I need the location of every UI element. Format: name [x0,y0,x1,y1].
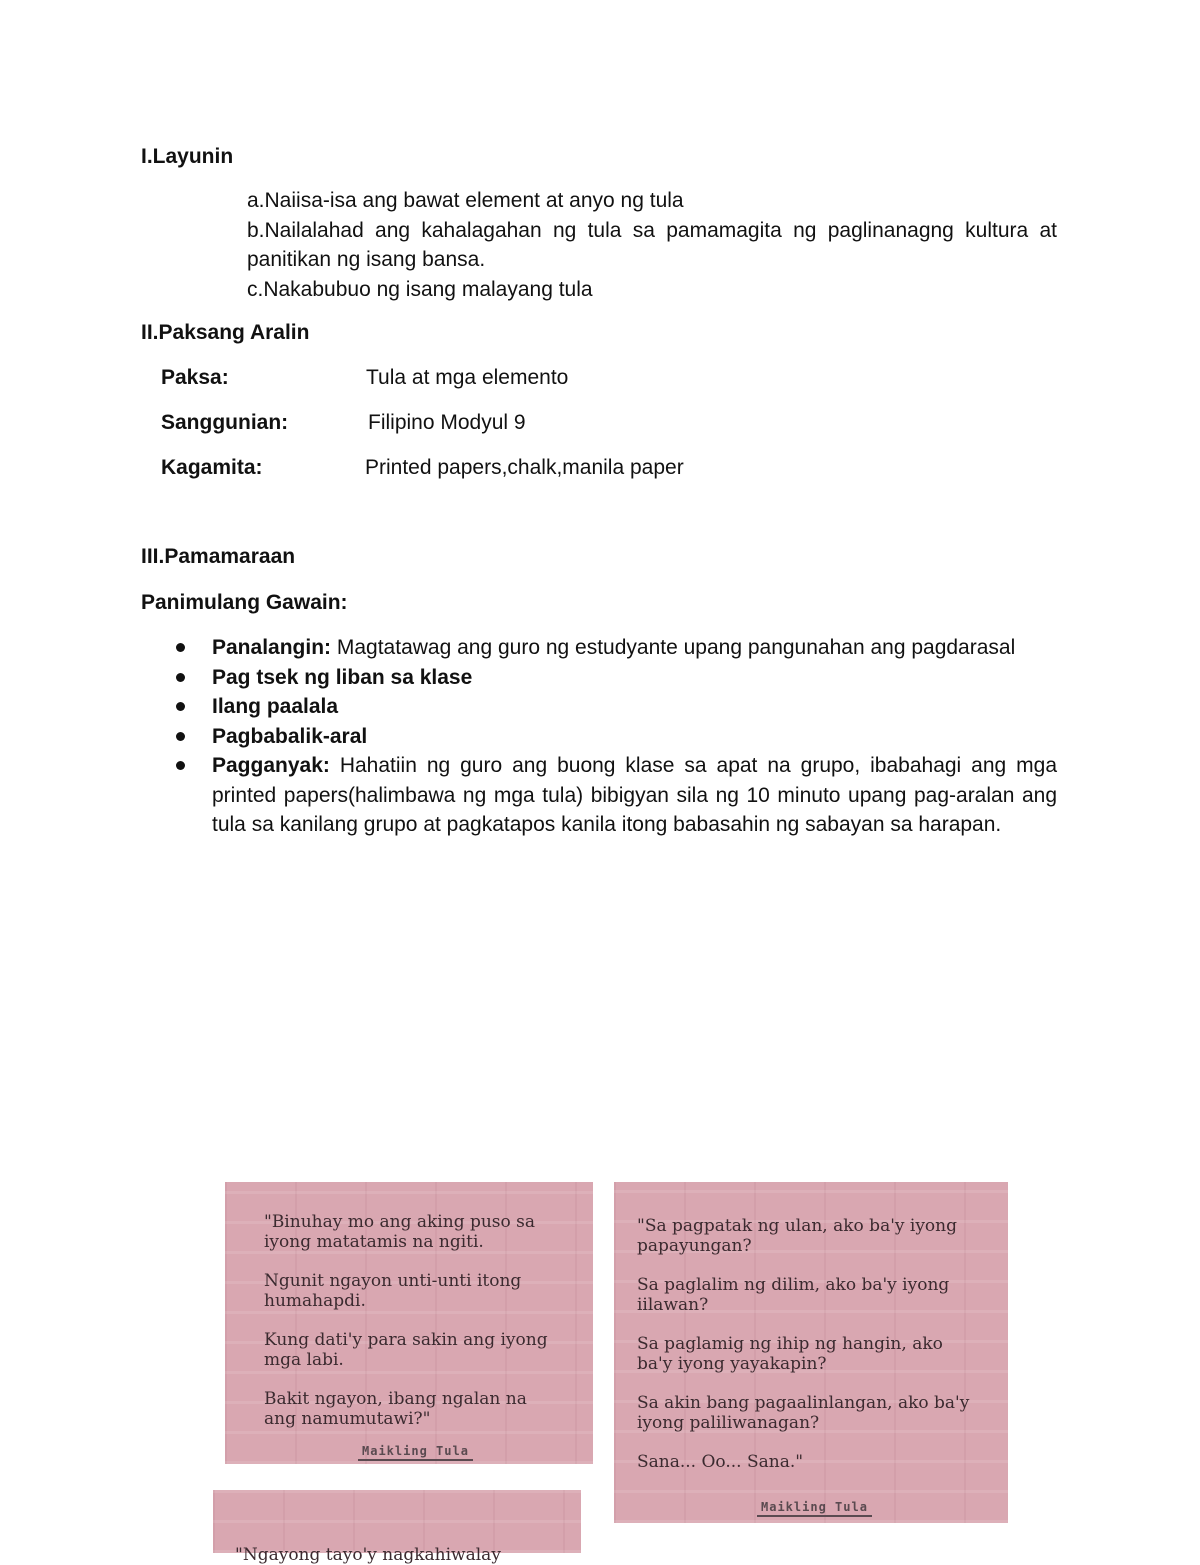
bullet-bold-text: Pagganyak: [212,754,330,777]
poem-card-right [614,1182,1008,1523]
objectives-list [247,186,1057,304]
bullet-text: Magtatawag ang guro ng estudyante upang pangunahan ang pagdarasal [331,636,1016,659]
poem-stanza: Ngunit ngayon unti-unti itong humahapdi. [264,1271,522,1311]
kagamita-value: Printed papers,chalk,manila paper [365,456,684,479]
bullet-pag-tsek [176,663,1057,693]
paksang-aralin-heading: II.Paksang Aralin [141,321,310,344]
poem-stanza: Sa paglamig ng ihip ng hangin, ako ba'y iyong yayakapin? [637,1334,943,1374]
poem-left-body [264,1212,564,1448]
paksa-value: Tula at mga elemento [366,366,569,389]
poem-card-left [225,1182,593,1464]
sanggunian-value: Filipino Modyul 9 [368,411,526,434]
poem-stanza: Sa akin bang pagaalinlangan, ako ba'y iyong paliliwanagan? [637,1393,970,1433]
poem-stanza: "Binuhay mo ang aking puso sa iyong matatamis na ngiti. [264,1212,536,1252]
activity-bullet-list [176,633,1057,840]
poem-right-body [637,1216,977,1491]
bullet-icon [176,643,185,652]
kagamita-label: Kagamita: [161,456,263,479]
objective-item-c: c.Nakabubuo ng isang malayang tula [247,277,593,301]
paksa-label: Paksa: [161,366,229,389]
pamamaraan-heading: III.Pamamaraan [141,545,296,568]
bullet-bold-text: Pagbabalik-aral [212,724,368,748]
poem-stanza: Sana... Oo... Sana." [637,1452,804,1472]
poem-stanza: "Ngayong tayo'y nagkahiwalay [235,1545,501,1565]
objective-item-b: b.Nailalahad ang kahalagahan ng tula sa pamamagita ng paglinanagng kultura at panitikan ng isang bansa. [247,218,1057,271]
sanggunian-label: Sanggunian: [161,411,289,434]
bullet-bold-text: Ilang paalala [212,695,339,718]
panimulang-gawain-heading: Panimulang Gawain: [141,591,348,614]
bullet-bold-text: Pag tsek ng liban sa klase [212,665,473,689]
bullet-icon [176,761,185,770]
bullet-text: Hahatiin ng guro ang buong klase sa apat na grupo, ibabahagi ang mga printed papers(halimbawa ng mga tula) bibigyan sila ng 10 minuto upang pag-aralan ang tula sa kanilang grupo at pagkatapos kanila itong babasahin ng sabayan sa harapan. [212,754,1057,836]
bullet-bold-text: Panalangin: [212,636,332,659]
poem-stanza: Kung dati'y para sakin ang iyong mga labi. [264,1330,548,1370]
bullet-icon [176,732,185,741]
layunin-heading: I.Layunin [141,145,234,168]
poem-card-title: Maikling Tula [757,1500,872,1517]
bullet-ilang-paalala [176,692,1057,722]
poem-stanza: "Sa pagpatak ng ulan, ako ba'y iyong papayungan? [637,1216,957,1256]
bullet-icon [176,702,185,711]
bullet-panalangin [176,633,1057,663]
poem-stanza: Bakit ngayon, ibang ngalan na ang namumutawi?" [264,1389,527,1429]
bullet-icon [176,673,185,682]
bullet-pagganyak [176,751,1057,840]
poem-card-title: Maikling Tula [358,1444,473,1461]
poem-stanza: Sa paglalim ng dilim, ako ba'y iyong iilawan? [637,1275,950,1315]
poem-card-bottom [213,1490,581,1565]
bullet-pagbabalik-aral [176,722,1057,752]
objective-item-a: a.Naiisa-isa ang bawat element at anyo ng tula [247,189,684,212]
